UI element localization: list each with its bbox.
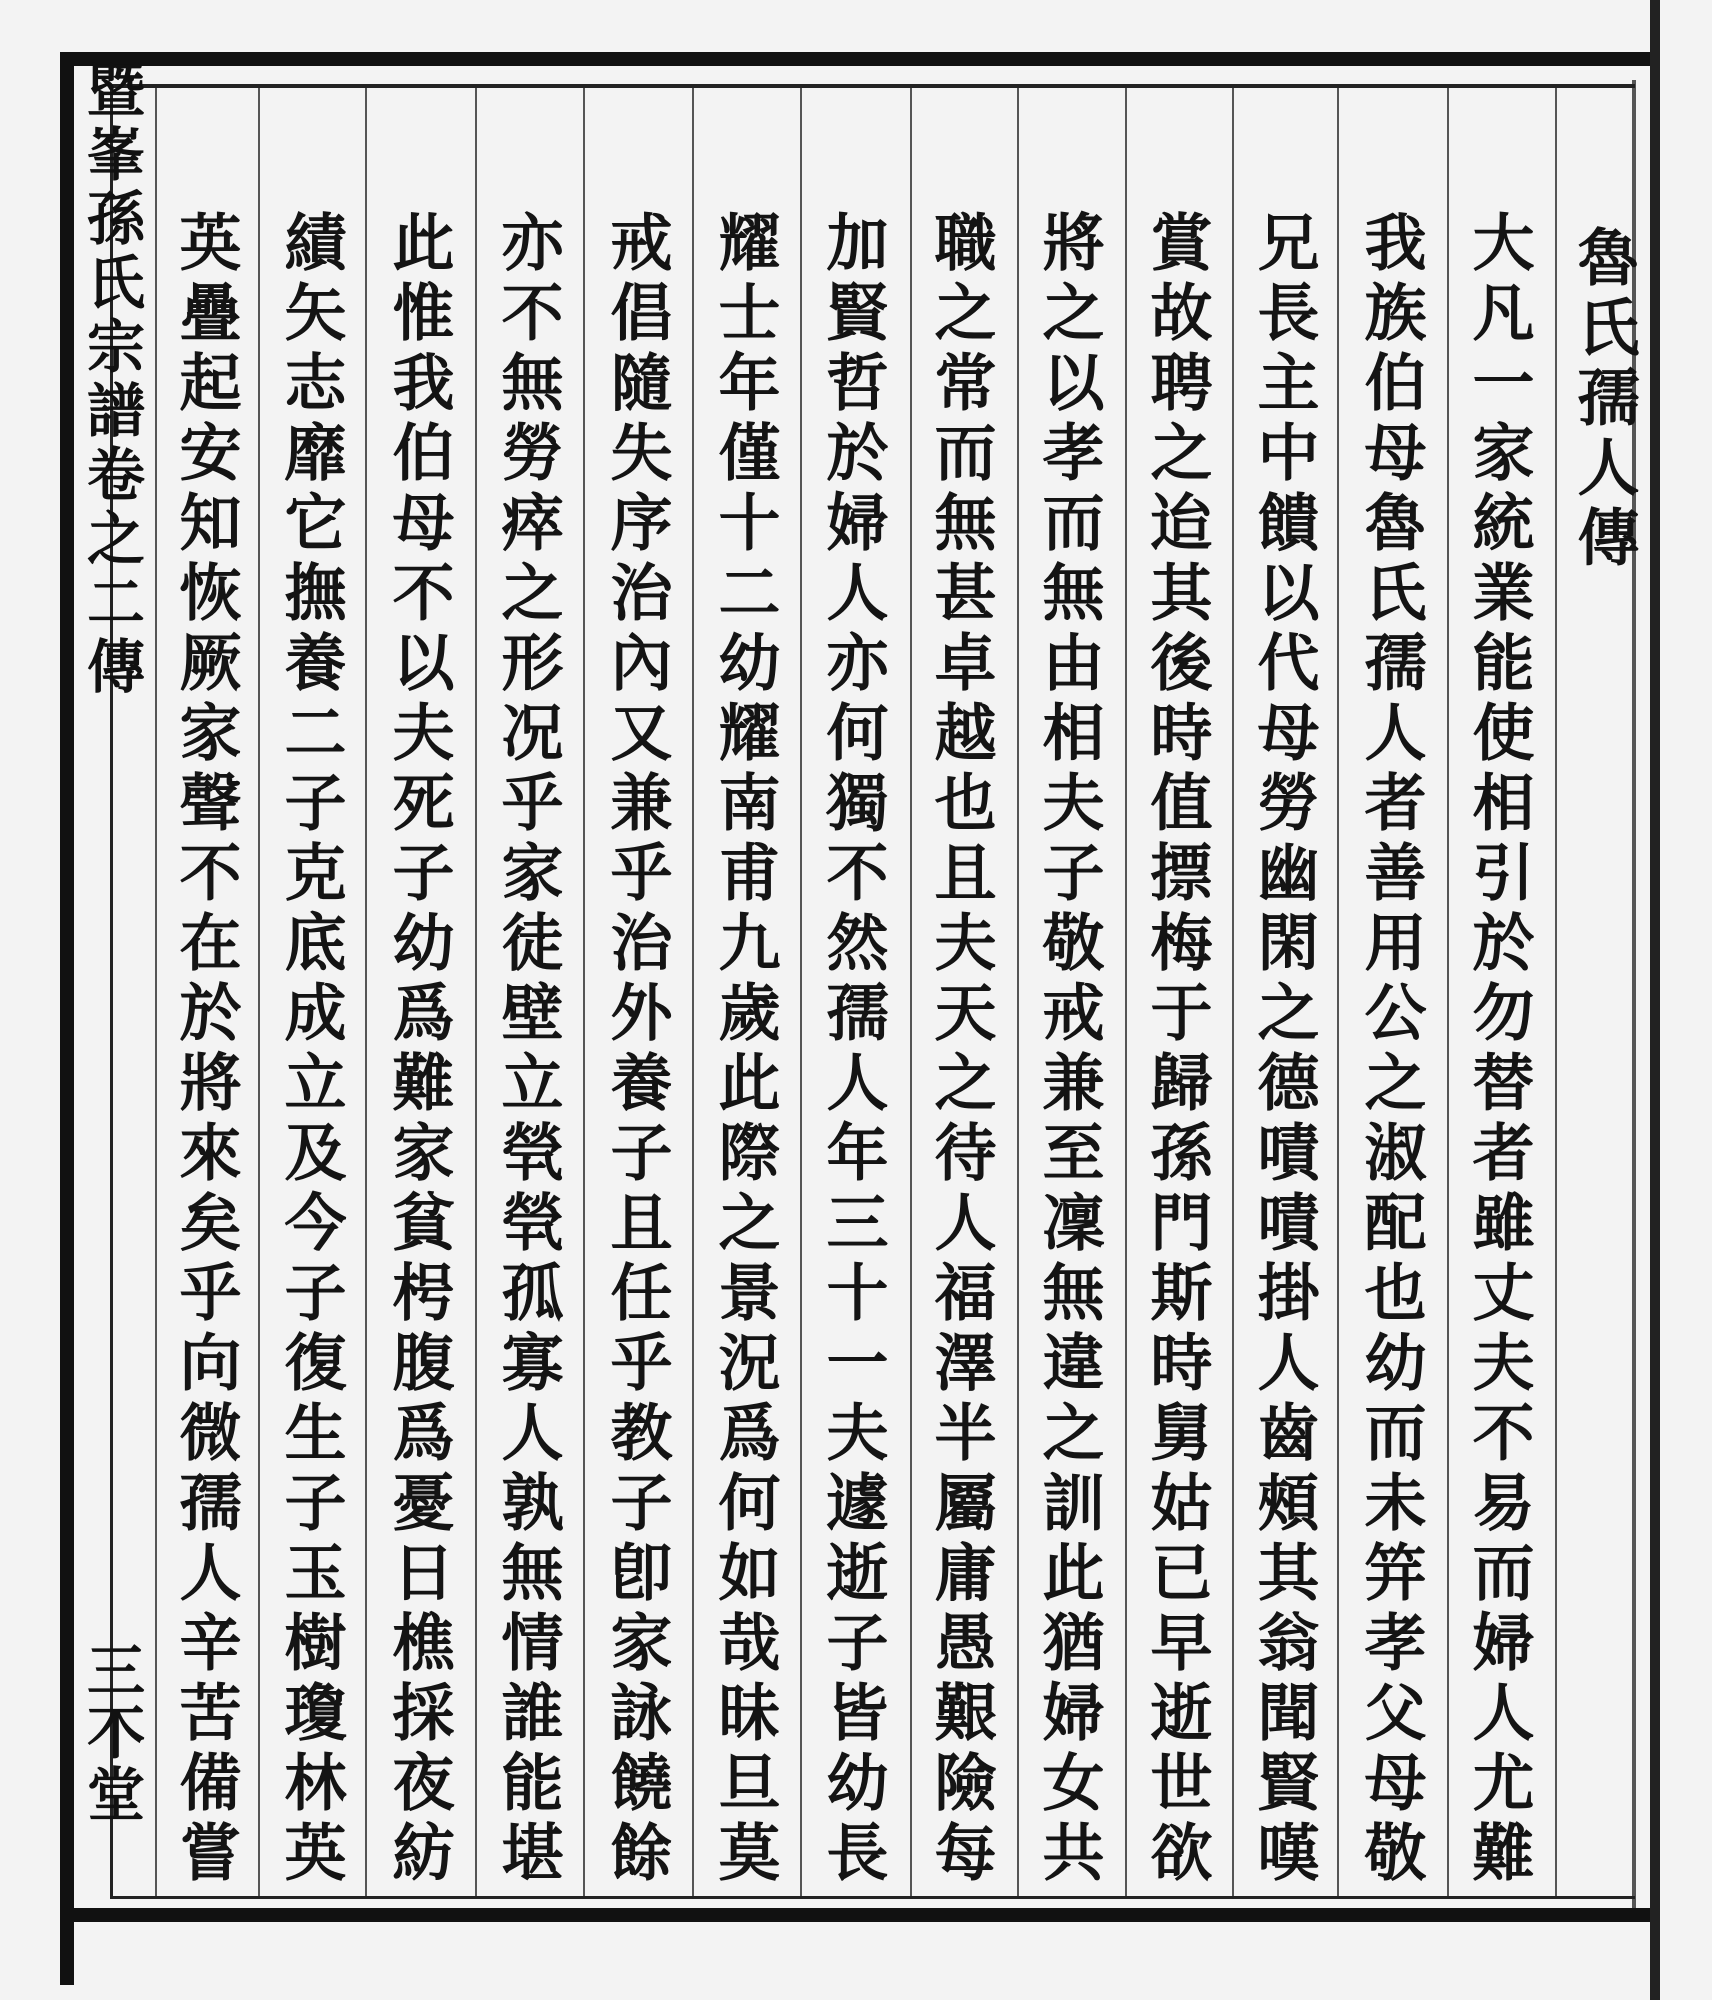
text-column: 績矢志靡它撫養二子克底成立及今子復生子玉樹瓊林英 — [274, 210, 347, 1890]
scan-edge-right — [1650, 0, 1660, 2000]
text-column: 賞故聘之迨其後時值摽梅于歸孫門斯時舅姑已早逝世欲 — [1140, 210, 1213, 1890]
text-column: 職之常而無甚卓越也且夫天之待人福澤半屬庸愚艱險每 — [924, 210, 997, 1890]
column-divider — [800, 88, 802, 1896]
top-inner-border — [110, 84, 1635, 88]
column-divider — [583, 88, 585, 1896]
text-column: 兄長主中饋以代母勞幽閑之德嘖嘖掛人齒頰其翁聞賢嘆 — [1247, 210, 1320, 1890]
text-column: 耀士年僅十二幼耀南甫九歲此際之景況爲何如哉昧旦莫 — [708, 210, 781, 1890]
column-divider — [258, 88, 260, 1896]
bottom-inner-border — [110, 1896, 1635, 1899]
scan-edge-left — [60, 55, 74, 1985]
text-column: 加賢哲於婦人亦何獨不然孺人年三十一夫遽逝子皆幼長 — [816, 210, 889, 1890]
spine-hall-name: 三𣎴堂 — [77, 1640, 145, 1826]
column-divider — [692, 88, 694, 1896]
column-divider — [365, 88, 367, 1896]
column-divider — [475, 88, 477, 1896]
page-title: 魯氏孺人傳 — [1567, 225, 1640, 575]
text-column: 此惟我伯母不以夫死子幼爲難家貧枵腹爲憂日樵採夜紡 — [382, 210, 455, 1890]
column-divider — [1232, 88, 1234, 1896]
column-divider — [1125, 88, 1127, 1896]
column-divider — [1447, 88, 1449, 1896]
column-divider — [155, 88, 157, 1896]
column-divider — [1337, 88, 1339, 1896]
spine-book-title: 暨峯孫氏宗譜卷之二傳 — [77, 60, 145, 700]
text-column: 戒倡隨失序治內又兼乎治外養子且任乎教子卽家詠饒餘 — [600, 210, 673, 1890]
bottom-border — [60, 1908, 1650, 1922]
column-divider — [1017, 88, 1019, 1896]
column-divider — [910, 88, 912, 1896]
top-border — [60, 52, 1650, 66]
text-column: 我族伯母魯氏孺人者善用公之淑配也幼而未笄孝父母敬 — [1354, 210, 1427, 1890]
text-column: 英疊起安知恢厥家聲不在於將來矣乎向微孺人辛苦備嘗 — [169, 210, 242, 1890]
text-column: 亦不無勞瘁之形况乎家徒壁立煢煢孤寡人孰無情誰能堪 — [491, 210, 564, 1890]
text-column: 大凡一家統業能使相引於勿替者雖丈夫不易而婦人尤難 — [1462, 210, 1535, 1890]
text-column: 將之以孝而無由相夫子敬戒兼至凜無違之訓此猶婦女共 — [1032, 210, 1105, 1890]
column-divider — [1555, 88, 1557, 1896]
